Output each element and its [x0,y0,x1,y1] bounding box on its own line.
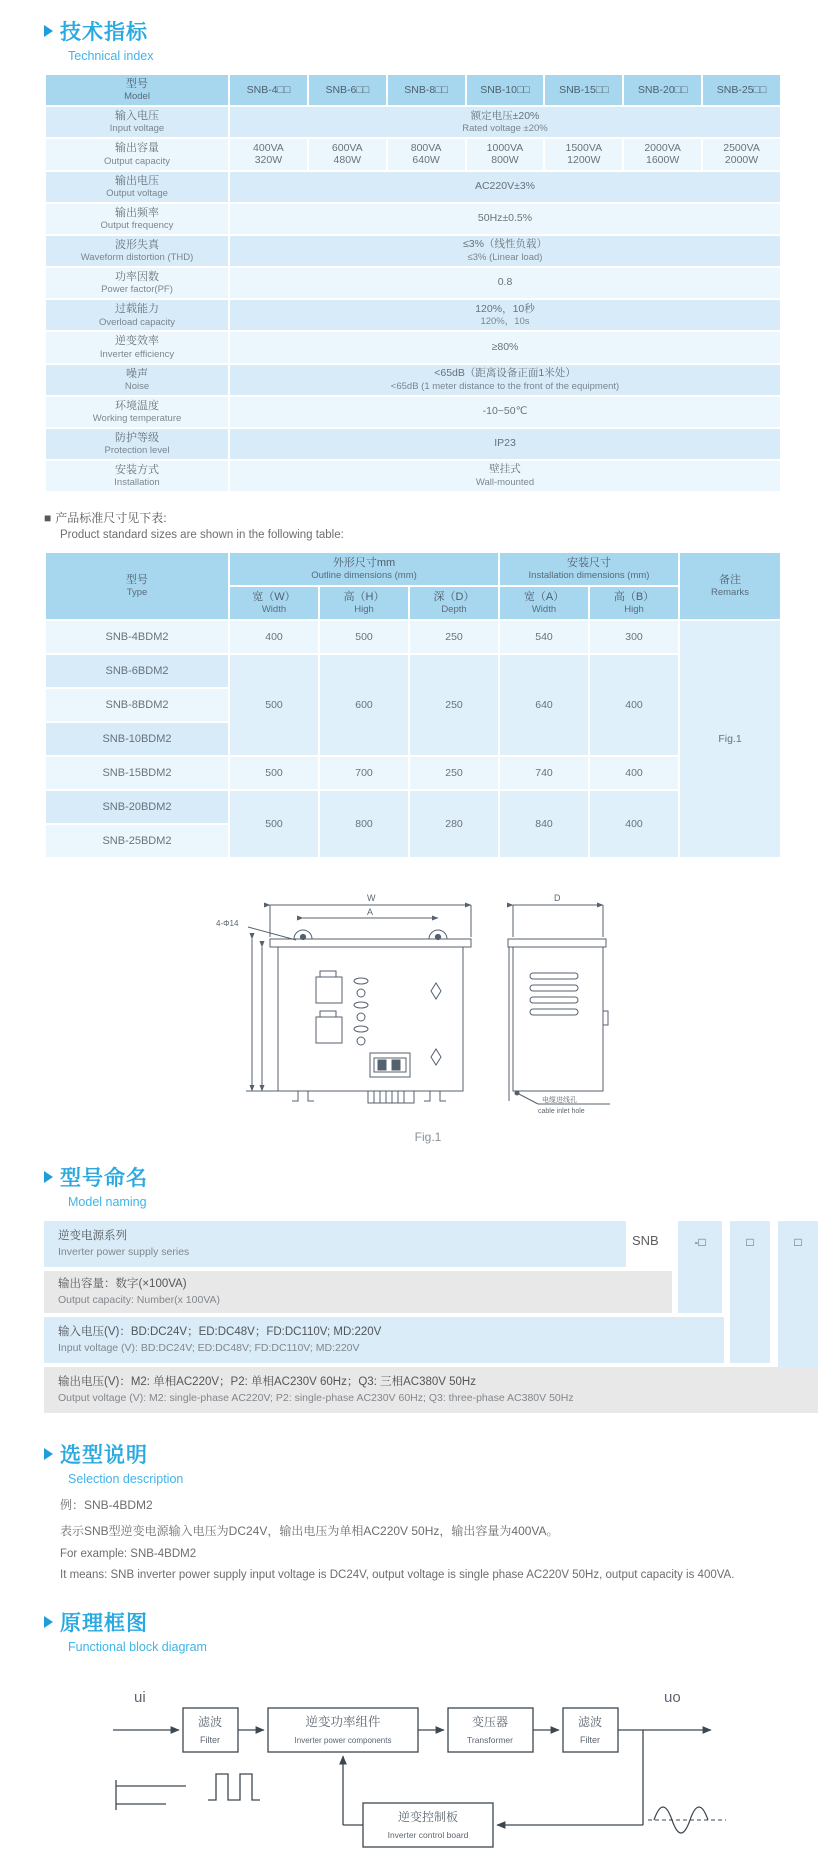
section-title-en: Functional block diagram [68,1640,207,1655]
control-board-label-zh: 逆变控制板 [397,1810,459,1825]
section-selection-header [44,1439,830,1486]
cable-inlet-en: cable inlet hole [538,1108,585,1116]
naming-row-capacity: 输出容量：数字(×100VA) Output capacity: Number(x 100VA) [44,1271,672,1313]
model-naming-ladder [44,1221,818,1413]
spec-model-col: SNB-6□□ [309,75,386,105]
selection-example-zh: 例：SNB-4BDM2 [60,1498,153,1513]
size-row: SNB-4BDM2 400 500 250 540 300 Fig.1 [46,621,780,653]
spec-row-output-frequency: 输出频率 Output frequency 50Hz±0.5% [46,204,780,234]
selection-text [60,1496,830,1581]
dim-d-label: D [554,893,561,904]
selection-meaning-en: It means: SNB inverter power supply input voltage is DC24V, output voltage is single phase AC220V 50Hz, output capacity is 400VA. [60,1569,735,1582]
power-components-label-zh: 逆变功率组件 [305,1715,381,1730]
section-marker-icon [44,1448,53,1460]
filter1-label-en: Filter [200,1735,220,1746]
spec-row-input-voltage: 输入电压 Input voltage 额定电压±20% Rated voltage ±20% [46,107,780,137]
size-row: SNB-25BDM2 [46,825,780,857]
dim-a-label: A [367,907,374,918]
size-header-type: 型号 Type [46,553,228,619]
filter2-label-zh: 滤波 [577,1715,603,1730]
size-row: SNB-15BDM2 500 700 250 740 400 [46,757,780,789]
spec-row-efficiency: 逆变效率 Inverter efficiency ≥80% [46,332,780,362]
spec-model-col: SNB-4□□ [230,75,307,105]
dimension-drawing [208,885,648,1144]
section-naming-header [44,1162,830,1209]
size-table [44,551,782,859]
selection-example-en: For example: SNB-4BDM2 [60,1548,197,1561]
size-note-zh: 产品标准尺寸见下表: [55,511,167,526]
spec-table [44,73,782,493]
naming-slot: -□ [694,1235,706,1250]
size-row: SNB-6BDM2 500 600 250 640 400 [46,655,780,687]
transformer-label-en: Transformer [467,1735,513,1746]
figure-caption: Fig.1 [414,1130,442,1145]
section-marker-icon [44,1616,53,1628]
spec-row-waveform: 波形失真 Waveform distortion (THD) ≤3%（线性负载） ≤3% (Linear load) [46,236,780,266]
square-bullet-icon: ■ [44,510,52,525]
block-diagram [108,1668,830,1873]
spec-model-col: SNB-8□□ [388,75,465,105]
holes-label: 4-Φ14 [216,919,239,929]
section-title-zh: 选型说明 [60,1444,148,1468]
spec-row-output-capacity: 输出容量 Output capacity 400VA 320W 600VA 480W 800VA 640W 1000VA 800W 1500VA 1200W 2000VA 1600W 2500VA 2000W [46,139,780,169]
transformer-label-zh: 变压器 [471,1715,509,1730]
section-title-zh: 技术指标 [60,21,148,44]
control-board-label-en: Inverter control board [387,1830,469,1841]
section-title-en: Selection description [68,1472,184,1487]
section-marker-icon [44,25,53,37]
spec-model-col: SNB-15□□ [545,75,622,105]
size-note [44,509,830,526]
spec-row-noise: 噪声 Noise <65dB（距离设备正面1米处） <65dB (1 meter distance to the front of the equipment) [46,365,780,395]
section-title-zh: 型号命名 [60,1167,148,1191]
size-header-install: 安装尺寸 Installation dimensions (mm) [500,553,678,585]
size-row: SNB-10BDM2 [46,723,780,755]
spec-header-row [46,75,780,105]
section-title-en: Technical index [68,49,154,63]
spec-row-overload: 过载能力 Overload capacity 120%，10秒 120%，10s [46,300,780,330]
section-title-zh: 原理框图 [60,1612,148,1636]
size-header-outline: 外形尺寸mm Outline dimensions (mm) [230,553,498,585]
section-marker-icon [44,1171,53,1183]
section-title-en: Model naming [68,1195,147,1210]
spec-model-col: SNB-20□□ [624,75,701,105]
spec-row-protection: 防护等级 Protection level IP23 [46,429,780,459]
dim-w-label: W [367,893,376,904]
spec-model-col: SNB-25□□ [703,75,780,105]
block-diagram-svg [108,1668,748,1868]
filter1-label-zh: 滤波 [197,1715,223,1730]
size-remark-cell: Fig.1 [680,621,780,857]
spec-model-col: SNB-10□□ [467,75,544,105]
naming-row-series: 逆变电源系列 Inverter power supply series [44,1221,626,1267]
spec-header-model: 型号 Model [46,75,228,105]
section-technical-header [44,16,830,63]
spec-row-output-voltage: 输出电压 Output voltage AC220V±3% [46,172,780,202]
naming-prefix: SNB [632,1233,659,1249]
naming-slot-column [730,1221,770,1363]
size-header-row-1 [46,553,780,585]
size-header-row-2: 宽（W） Width 高（H） High 深（D） Depth 宽（A） Width 高（B） High [46,587,780,619]
naming-row-output-voltage: 输出电压(V)：M2: 单相AC220V；P2: 单相AC230V 60Hz；Q3: 三相AC380V 50Hz Output voltage (V): M2: single-phase AC220V; P2: single-phase AC230V 60Hz; Q3: three-phase AC380V 50Hz [44,1367,818,1413]
spec-row-power-factor: 功率因数 Power factor(PF) 0.8 [46,268,780,298]
size-header-remarks: 备注 Remarks [680,553,780,619]
naming-slot: □ [746,1235,754,1250]
spec-row-installation: 安装方式 Installation 壁挂式 Wall-mounted [46,461,780,491]
naming-slot-column [678,1221,722,1313]
cable-inlet-zh: 电缆进线孔 [542,1097,577,1105]
selection-meaning-zh: 表示SNB型逆变电源输入电压为DC24V，输出电压为单相AC220V 50Hz，输出容量为400VA。 [60,1524,559,1539]
naming-slot: □ [794,1235,802,1250]
size-row: SNB-8BDM2 [46,689,780,721]
input-label: ui [134,1689,146,1707]
size-row: SNB-20BDM2 500 800 280 840 400 [46,791,780,823]
spec-row-temperature: 环境温度 Working temperature -10~50℃ [46,397,780,427]
filter2-label-en: Filter [580,1735,600,1746]
cabinet-drawing-svg [208,885,648,1121]
naming-row-input-voltage: 输入电压(V)：BD:DC24V；ED:DC48V；FD:DC110V; MD:220V Input voltage (V): BD:DC24V; ED:DC48V; FD:DC110V; MD:220V [44,1317,724,1363]
output-label: uo [664,1689,681,1707]
section-diagram-header [44,1607,830,1654]
power-components-label-en: Inverter power components [294,1736,392,1746]
size-note-en: Product standard sizes are shown in the following table: [60,529,344,542]
